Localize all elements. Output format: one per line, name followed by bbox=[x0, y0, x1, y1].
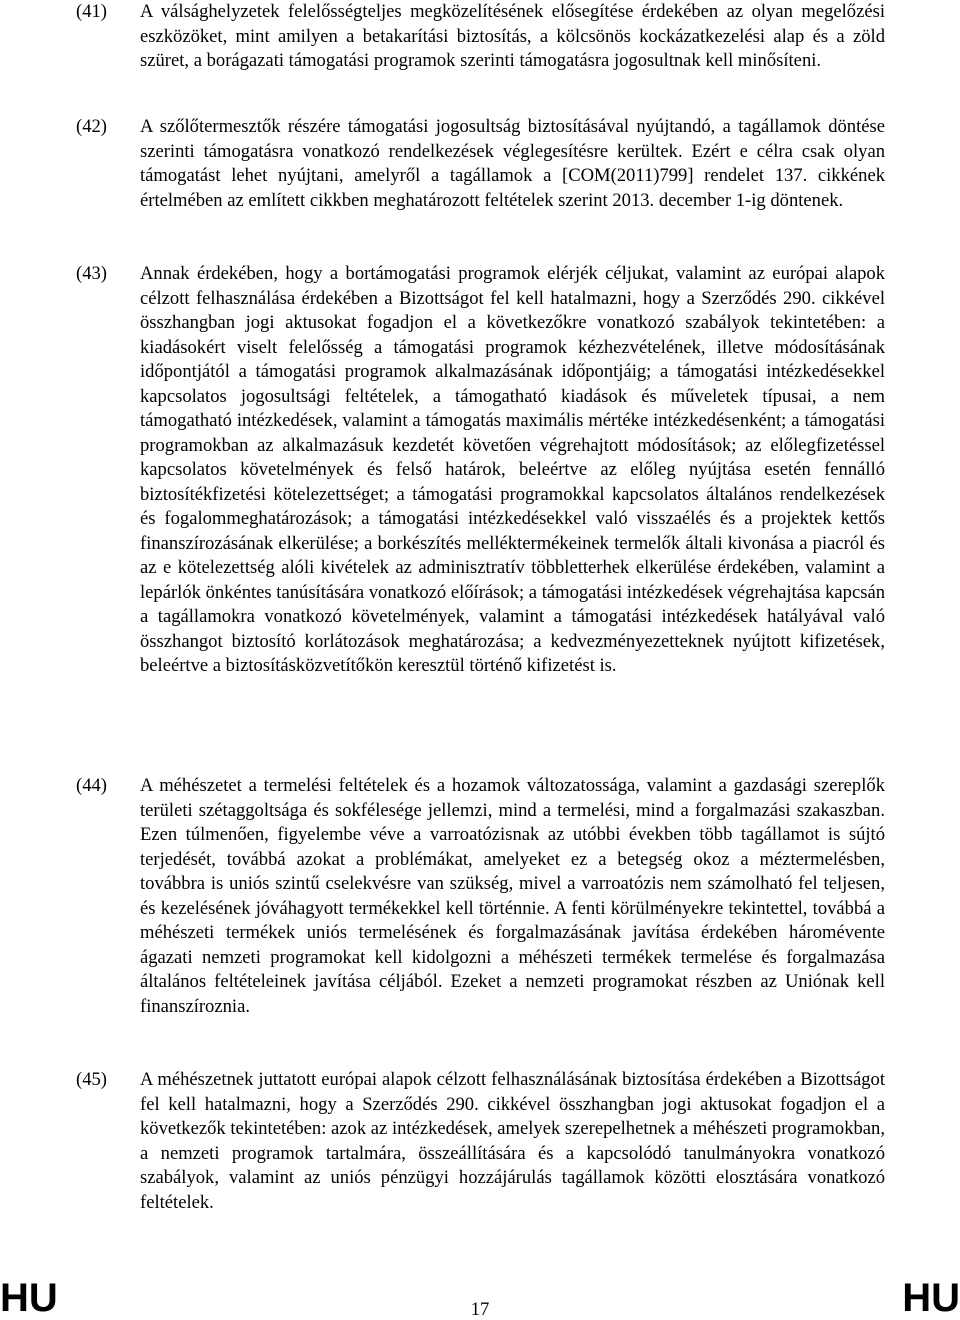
page-number: 17 bbox=[470, 1299, 490, 1320]
recital-number: (45) bbox=[76, 1069, 107, 1090]
recital-text: A szőlőtermesztők részére támogatási jogosultság biztosításával nyújtandó, a tagállamok döntése szerinti támogatásra vonatkozó rendelkezések véglegesítésre kerültek. Ezért e célra csak olyan támogatást lehet nyújtani, amelyről a tagállamok a [COM(2011)799] rendelet 137. cikkének értelmében az említett cikkben meghatározott feltételek szerint 2013. december 1-ig döntenek. bbox=[140, 116, 885, 211]
recital-text: A méhészetet a termelési feltételek és a hozamok változatossága, valamint a gazdasági szereplők területi szétaggoltsága és sokfélesége jellemzi, mind a termelési, mind a forgalmazási szakaszban. Ezen túlmenően, figyelembe véve a varroatózisnak az utóbbi években több tagállamot is sújtó terjedését, továbbá azokat a problémákat, amelyeket ez a betegség okoz a méztermelésben, továbbra is uniós szintű cselekvésre van szükség, mivel a varroatózis nem számolható fel teljesen, és kezelésének jóváhagyott termékekkel kell történnie. A fenti körülményekre tekintettel, továbbá a méhészeti termékek uniós termelésének és forgalmazásának javítása érdekében háromévente ágazati nemzeti programokat kell kidolgozni a méhészeti termékek termelése és forgalmazása általános feltételeinek javítása céljából. Ezeket a nemzeti programokat részben az Uniónak kell finanszíroznia. bbox=[140, 775, 885, 1017]
recital-number: (41) bbox=[76, 1, 107, 22]
recital-text: Annak érdekében, hogy a bortámogatási programok elérjék céljukat, valamint az európai alapok célzott felhasználása érdekében a Bizottságot fel kell hatalmazni, hogy a Szerződés 290. cikkével összhangban jogi aktusokat fogadjon el a következőkre vonatkozó szabályok tekintetében: a kiadásokért viselt felelősség a támogatási programok kézhezvételének, illetve módosításának időpontjától a támogatási programok alkalmazásának időpontjáig; a támogatási intézkedésekkel kapcsolatos jogosultsági feltételek, a támogatható kiadások és műveletek típusai, a nem támogatható intézkedések, valamint a támogatás maximális mértéke intézkedésenként; a támogatási programokban az alkalmazásuk kezdetét követően végrehajtott módosítások; az előlegfizetéssel kapcsolatos követelmények és felső határok, beleértve az előleg nyújtása esetén fennálló biztosítékfizetési kötelezettséget; a támogatási programokkal kapcsolatos általános rendelkezések és fogalommeghatározások; a támogatási intézkedésekkel való visszaélés és a projektek kettős finanszírozásának elkerülése; a borkészítés melléktermékeinek termelők általi kivonása a piacról és az e kötelezettség alóli kivételek az adminisztratív többletterhek elkerülése érdekében, valamint a lepárlók önkéntes tanúsítására vonatkozó előírások; a támogatási intézkedések végrehajtása kapcsán a tagállamokra vonatkozó követelmények, valamint a támogatási intézkedések hatályával való összhangot biztosító korlátozások meghatározása; a kedvezményezetteknek nyújtott kifizetések, beleértve a biztosításközvetítőkön keresztül történő kifizetést is. bbox=[140, 263, 886, 676]
recital-number: (43) bbox=[76, 263, 107, 284]
recital-text: A válsághelyzetek felelősségteljes megközelítésének elősegítése érdekében az olyan megelőzési eszközöket, mint amilyen a betakarítási biztosítás, a kölcsönös kockázatkezelési alap és a zöld szüret, a borágazati támogatási programok szerinti támogatásra jogosultnak kell minősíteni. bbox=[140, 1, 885, 71]
recital-text: A méhészetnek juttatott európai alapok célzott felhasználásának biztosítása érdekében a Bizottságot fel kell hatalmazni, hogy a Szerződés 290. cikkével összhangban jogi aktusokat fogadjon el a következők tekintetében: azok az intézkedések, amelyek szerepelhetnek a méhészeti programokban, a nemzeti programok tartalmára, összeállítására és a kapcsolódó tanulmányokra vonatkozó szabályok, valamint az uniós pénzügyi hozzájárulás tagállamok közötti elosztására vonatkozó feltételek. bbox=[140, 1069, 885, 1213]
footer-language-code-right: HU bbox=[902, 1276, 960, 1320]
recital-number: (42) bbox=[76, 116, 107, 137]
recital-number: (44) bbox=[76, 775, 107, 796]
footer-language-code-left: HU bbox=[0, 1276, 58, 1320]
